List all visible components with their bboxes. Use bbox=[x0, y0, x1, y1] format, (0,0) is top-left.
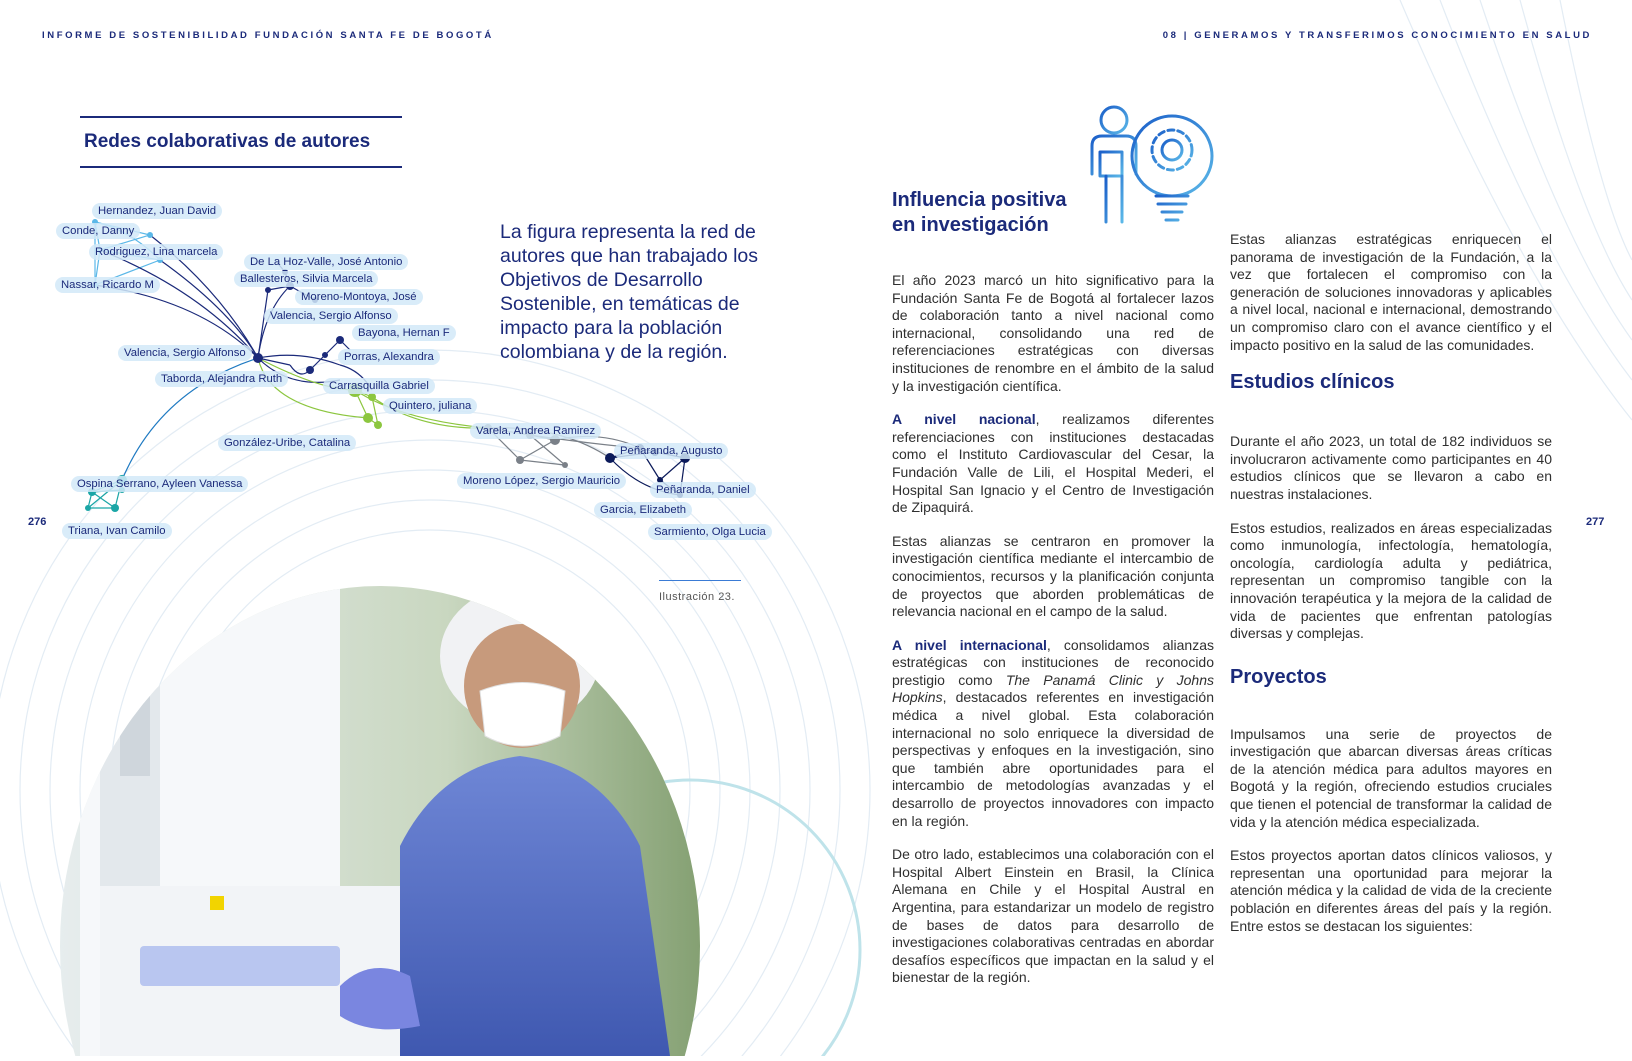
bold-lead: A nivel internacional bbox=[892, 636, 1047, 653]
section-title: Redes colaborativas de autores bbox=[84, 131, 371, 152]
author-label: Moreno-Montoya, José bbox=[295, 289, 423, 305]
paragraph bbox=[892, 637, 1214, 831]
author-label: Porras, Alexandra bbox=[338, 349, 440, 365]
author-label: Valencia, Sergio Alfonso bbox=[264, 308, 398, 324]
researcher-photo bbox=[40, 556, 780, 1056]
figure-description: La figura representa la red de autores que han trabajado los Objetivos de Desarrollo Sostenible, en temáticas de impacto para la población colombiana y de la región. bbox=[500, 221, 759, 363]
paragraph bbox=[892, 411, 1214, 517]
influence-section bbox=[892, 188, 1092, 238]
author-label: Ospina Serrano, Ayleen Vanessa bbox=[71, 476, 248, 492]
author-label: Conde, Danny bbox=[56, 223, 140, 239]
author-label: Valencia, Sergio Alfonso bbox=[118, 345, 252, 361]
author-label: Taborda, Alejandra Ruth bbox=[155, 371, 288, 387]
paragraph-text: , consolidamos alianzas estratégicas con instituciones de reconocido prestigio como bbox=[892, 636, 1215, 688]
bold-lead: A nivel nacional bbox=[892, 411, 1036, 428]
text-column-2 bbox=[1230, 231, 1552, 951]
research-idea-icon bbox=[1086, 104, 1216, 238]
author-label: Varela, Andrea Ramirez bbox=[470, 423, 601, 439]
author-label: Triana, Ivan Camilo bbox=[62, 523, 172, 539]
figure-caption: Ilustración 23. bbox=[659, 591, 735, 603]
paragraph: Impulsamos una serie de proyectos de investigación que abarcan diversas áreas críticas de la atención médica para adultos mayores en Bogotá y la región, ofreciendo estudios cruciales que tienen el potencial de transformar la calidad de vida y la atención médica especializada. bbox=[1230, 725, 1552, 830]
paragraph: Estas alianzas estratégicas enriquecen el panorama de investigación de la Fundación, a la vez que fortalecen el compromiso con la generación de soluciones innovadoras y aplicables a nivel local, nacional e internacional, demostrando un compromiso claro con el avance científico y el impacto positivo en la salud de las comunidades. bbox=[1230, 231, 1552, 353]
author-label: Peñaranda, Daniel bbox=[650, 482, 756, 498]
influence-heading: Influencia positiva en investigación bbox=[892, 189, 1067, 236]
author-label: De La Hoz-Valle, José Antonio bbox=[244, 254, 408, 270]
running-header-right: 08 | GENERAMOS Y TRANSFERIMOS CONOCIMIENTO EN SALUD bbox=[1162, 30, 1592, 41]
proyectos-heading: Proyectos bbox=[1230, 665, 1327, 688]
author-label: Ballesteros, Silvia Marcela bbox=[234, 271, 378, 287]
author-label: Sarmiento, Olga Lucia bbox=[648, 524, 772, 540]
author-label: Carrasquilla Gabriel bbox=[323, 378, 435, 394]
author-label: Peñaranda, Augusto bbox=[614, 443, 728, 459]
author-label: Bayona, Hernan F bbox=[352, 325, 456, 341]
page-number-right: 277 bbox=[1586, 516, 1605, 528]
page-number-left: 276 bbox=[28, 516, 47, 528]
author-label: González-Uribe, Catalina bbox=[218, 435, 356, 451]
paragraph-text: , realizamos diferentes referenciaciones con instituciones destacadas como el Instituto Cardiovascular del Cesar, la Fundación Valle de Lili, el Hospital Mederi, el Hospital San Ignacio y el Centro de Investigación de Zipaquirá. bbox=[892, 411, 1214, 516]
paragraph: Estos proyectos aportan datos clínicos valiosos, y representan una oportunidad para mejorar la atención médica y la calidad de vida de la creciente población en diferentes áreas del país y la región. Entre estos se destacan los siguientes: bbox=[1230, 847, 1552, 934]
paragraph: Durante el año 2023, un total de 182 individuos se involucraron activamente como participantes en 40 estudios clínicos que se llevaron a cabo en nuestras instalaciones. bbox=[1230, 433, 1552, 502]
paragraph: El año 2023 marcó un hito significativo para la Fundación Santa Fe de Bogotá al fortalecer lazos de colaboración tanto a nivel nacional como internacional, consolidando una red de referenciaciones estratégicas con diversas instituciones de renombre en el ámbito de la salud y la investigación científica. bbox=[892, 272, 1214, 394]
text-column-1 bbox=[892, 272, 1214, 1003]
caption-divider bbox=[659, 580, 741, 581]
paragraph: Estas alianzas se centraron en promover la investigación científica mediante el intercambio de conocimientos, recursos y la planificación conjunta de proyectos que aborden problemáticas de relevancia nacional en el campo de la salud. bbox=[892, 532, 1214, 620]
paragraph: Estos estudios, realizados en áreas especializadas como inmunología, infectología, hematología, oncología, cardiología adulta y pediátrica, representan un compromiso tangible con la innovación terapéutica y la mejora de la calidad de vida de pacientes que enfrentan patologías diversas y complejas. bbox=[1230, 519, 1552, 642]
section-title-box bbox=[80, 116, 402, 168]
paragraph-text: , destacados referentes en investigación médica a nivel global. Esta colaboración internacional no solo enriquece la diversidad de perspectivas y enfoques en la investigación, sino que también abre oportunidades para el intercambio de metodologías avanzadas y el desarrollo de proyectos innovadores con impacto en la región. bbox=[892, 689, 1214, 829]
author-label: Hernandez, Juan David bbox=[92, 203, 222, 219]
running-header-left: INFORME DE SOSTENIBILIDAD FUNDACIÓN SANTA FE DE BOGOTÁ bbox=[42, 30, 494, 41]
author-label: Moreno López, Sergio Mauricio bbox=[457, 473, 626, 489]
estudios-heading: Estudios clínicos bbox=[1230, 371, 1395, 394]
italic-text: The Panamá Clinic y Johns Hopkins bbox=[892, 671, 1214, 706]
paragraph: De otro lado, establecimos una colaboración con el Hospital Albert Einstein en Brasil, la Clínica Alemana en Chile y el Hospital Austral en Argentina, para estandarizar un modelo de registro de bases de datos para desarrollo de investigaciones colaborativas centradas en abordar desafíos específicos que impactan en la salud y el bienestar de la región. bbox=[892, 846, 1214, 986]
author-label: Nassar, Ricardo M bbox=[55, 277, 160, 293]
author-label: Rodriguez, Lina marcela bbox=[89, 244, 223, 260]
author-label: Garcia, Elizabeth bbox=[594, 502, 692, 518]
author-label: Quintero, juliana bbox=[383, 398, 477, 414]
